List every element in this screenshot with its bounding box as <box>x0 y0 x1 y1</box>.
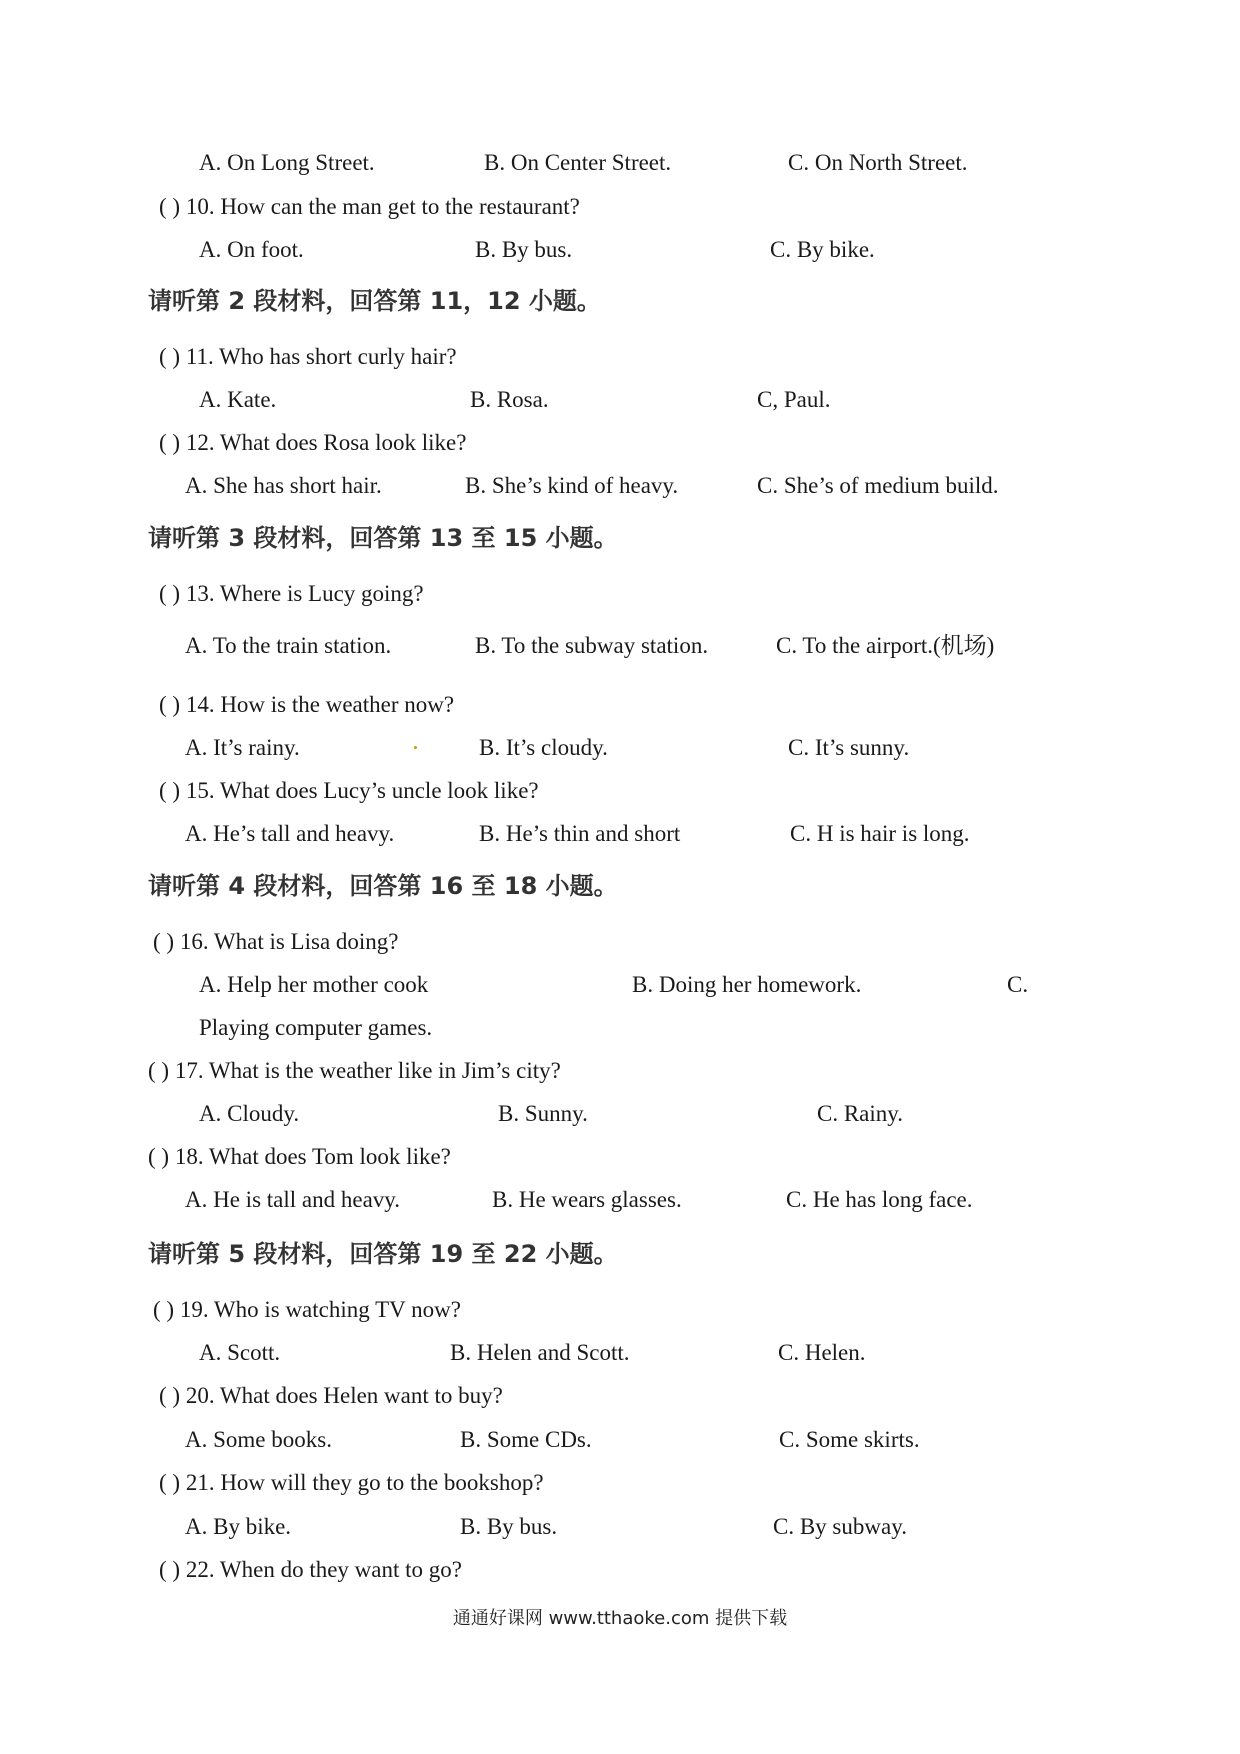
q14-stem-line <box>0 683 1240 727</box>
q11-option-a: A. Kate. <box>199 387 277 412</box>
section-2-heading: 请听第 2 段材料，回答第 11，12 小题。 <box>148 287 601 315</box>
q14-option-b: B. It’s cloudy. <box>479 735 608 760</box>
q9-option-b: B. On Center Street. <box>484 150 672 175</box>
q15-option-c: C. H is hair is long. <box>790 821 970 846</box>
q18-option-c: C. He has long face. <box>786 1187 973 1212</box>
q21-option-b: B. By bus. <box>460 1514 558 1539</box>
q11-option-b: B. Rosa. <box>470 387 549 412</box>
q20-option-a: A. Some books. <box>185 1427 332 1452</box>
q9-option-c: C. On North Street. <box>788 150 968 175</box>
q18-options <box>0 1178 1240 1222</box>
q13-option-b: B. To the subway station. <box>475 633 709 658</box>
q12-stem: ( ) 12. What does Rosa look like? <box>159 430 467 455</box>
q15-option-a: A. He’s tall and heavy. <box>185 821 395 846</box>
q17-option-b: B. Sunny. <box>498 1101 588 1126</box>
q21-option-a: A. By bike. <box>185 1514 292 1539</box>
q16-option-c-continued <box>0 1006 1240 1050</box>
q16-stem: ( ) 16. What is Lisa doing? <box>153 929 399 954</box>
q10-option-c: C. By bike. <box>770 237 875 262</box>
q19-option-a: A. Scott. <box>199 1340 281 1365</box>
q13-option-a: A. To the train station. <box>185 633 392 658</box>
q13-stem-line <box>0 572 1240 616</box>
q17-options <box>0 1092 1240 1136</box>
q14-option-a: A. It’s rainy. <box>185 735 300 760</box>
q11-option-c: C, Paul. <box>757 387 831 412</box>
q21-stem-line <box>0 1461 1240 1505</box>
q14-option-c: C. It’s sunny. <box>788 735 910 760</box>
q18-option-a: A. He is tall and heavy. <box>185 1187 401 1212</box>
section-5-heading: 请听第 5 段材料，回答第 19 至 22 小题。 <box>148 1240 618 1268</box>
q11-stem: ( ) 11. Who has short curly hair? <box>159 344 457 369</box>
q15-option-b: B. He’s thin and short <box>479 821 681 846</box>
q19-option-b: B. Helen and Scott. <box>450 1340 630 1365</box>
q19-stem: ( ) 19. Who is watching TV now? <box>153 1297 461 1322</box>
q10-stem: ( ) 10. How can the man get to the restaurant? <box>159 194 580 219</box>
q13-stem: ( ) 13. Where is Lucy going? <box>159 581 424 606</box>
q18-stem: ( ) 18. What does Tom look like? <box>148 1144 451 1169</box>
q13-options <box>0 624 1240 668</box>
q12-option-a: A. She has short hair. <box>185 473 382 498</box>
q18-option-b: B. He wears glasses. <box>492 1187 682 1212</box>
footer-source: 通通好课网 www.tthaoke.com 提供下载 <box>452 1608 788 1629</box>
section-3-heading: 请听第 3 段材料，回答第 13 至 15 小题。 <box>148 524 618 552</box>
stray-dot <box>414 746 417 749</box>
q10-options <box>0 228 1240 272</box>
q20-stem: ( ) 20. What does Helen want to buy? <box>159 1383 503 1408</box>
q17-option-c: C. Rainy. <box>817 1101 904 1126</box>
q11-stem-line <box>0 335 1240 379</box>
q10-option-b: B. By bus. <box>475 237 573 262</box>
q19-stem-line <box>0 1288 1240 1332</box>
q20-stem-line <box>0 1374 1240 1418</box>
q18-stem-line <box>0 1135 1240 1179</box>
q20-option-c: C. Some skirts. <box>779 1427 920 1452</box>
q14-stem: ( ) 14. How is the weather now? <box>159 692 455 717</box>
q15-stem-line <box>0 769 1240 813</box>
q12-option-c: C. She’s of medium build. <box>757 473 999 498</box>
q11-options <box>0 378 1240 422</box>
q10-stem-line <box>0 185 1240 229</box>
q16-stem-line <box>0 920 1240 964</box>
q13-option-c: C. To the airport.(机场) <box>776 633 995 658</box>
q17-stem-line <box>0 1049 1240 1093</box>
q9-option-a: A. On Long Street. <box>199 150 375 175</box>
q20-options <box>0 1418 1240 1462</box>
q15-stem: ( ) 15. What does Lucy’s uncle look like? <box>159 778 539 803</box>
q14-options <box>0 726 1240 770</box>
q21-option-c: C. By subway. <box>773 1514 907 1539</box>
q12-option-b: B. She’s kind of heavy. <box>465 473 679 498</box>
q12-options <box>0 464 1240 508</box>
q16-options <box>0 963 1240 1007</box>
q20-option-b: B. Some CDs. <box>460 1427 592 1452</box>
q17-stem: ( ) 17. What is the weather like in Jim’s city? <box>148 1058 561 1083</box>
q21-options <box>0 1505 1240 1549</box>
q22-stem: ( ) 22. When do they want to go? <box>159 1557 462 1582</box>
q16-option-a: A. Help her mother cook <box>199 972 429 997</box>
q19-options <box>0 1331 1240 1375</box>
q19-option-c: C. Helen. <box>778 1340 866 1365</box>
q9-options <box>0 141 1240 185</box>
q22-stem-line <box>0 1548 1240 1592</box>
q15-options <box>0 812 1240 856</box>
q21-stem: ( ) 21. How will they go to the bookshop? <box>159 1470 544 1495</box>
q16-option-c: C. <box>1007 972 1029 997</box>
q10-option-a: A. On foot. <box>199 237 304 262</box>
q16-option-c-text: Playing computer games. <box>199 1015 433 1040</box>
section-4-heading: 请听第 4 段材料，回答第 16 至 18 小题。 <box>148 872 618 900</box>
q17-option-a: A. Cloudy. <box>199 1101 300 1126</box>
q16-option-b: B. Doing her homework. <box>632 972 862 997</box>
q12-stem-line <box>0 421 1240 465</box>
